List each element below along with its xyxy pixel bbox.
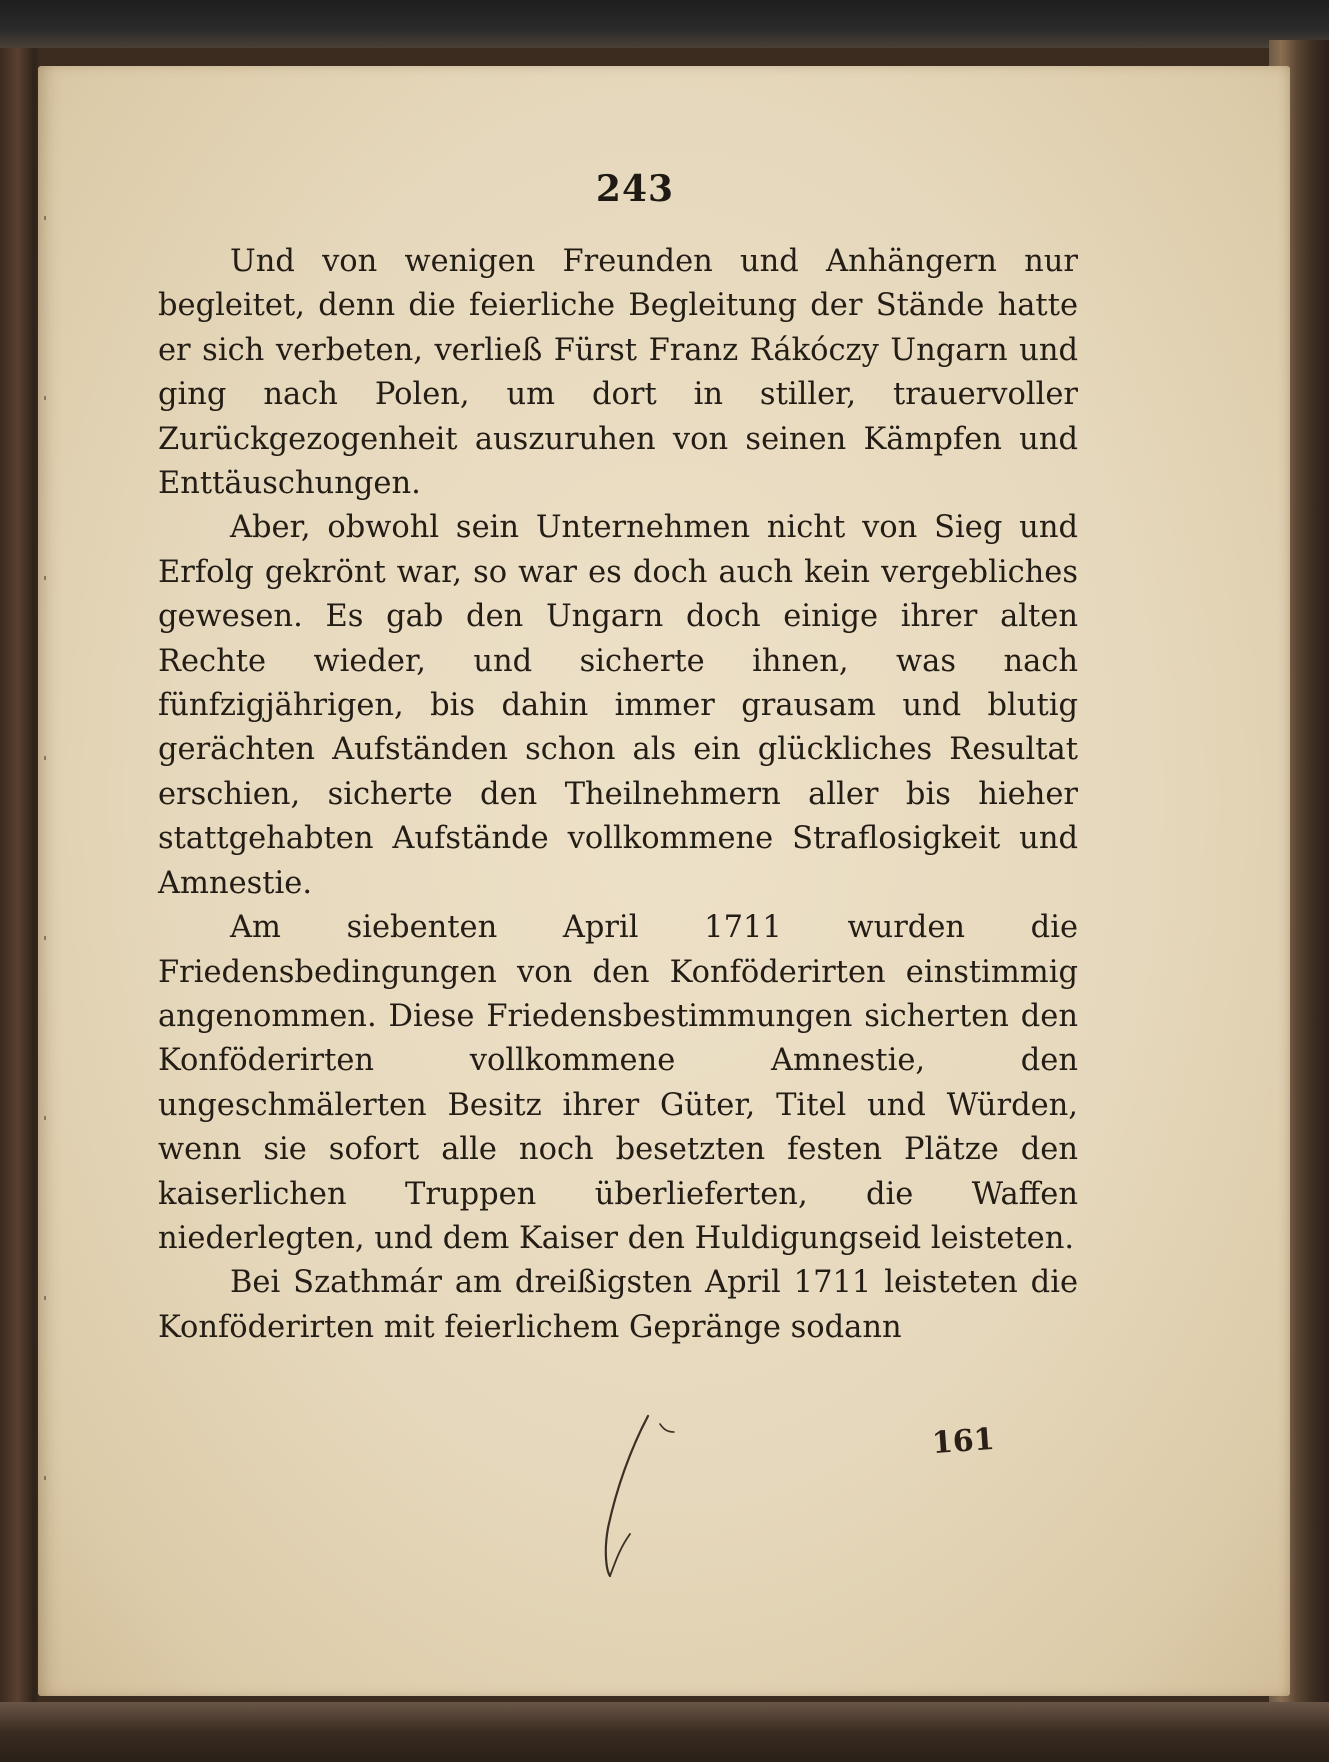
handwritten-page-note: 161 bbox=[930, 1421, 996, 1462]
paragraph-3: Am siebenten April 1711 wurden die Friedensbedingungen von den Konföderirten einstimmig angenommen. Diese Friedensbestimmungen sicherten den Konföderirten vollkommene Amnestie, den ungeschmälerten Besitz ihrer Güter, Titel und Würden, wenn sie sofort alle noch besetzten festen Plätze den kaiserlichen Truppen überlieferten, die Waffen niederlegten, und dem Kaiser den Huldigungseid leisteten. bbox=[158, 910, 1078, 1256]
page-number: 243 bbox=[595, 168, 675, 210]
scanner-top-edge bbox=[0, 0, 1329, 48]
paragraph-2: Aber, obwohl sein Unternehmen nicht von Sieg und Erfolg gekrönt war, so war es doch auch kein vergebliches gewesen. Es gab den Ungarn doch einige ihrer alten Rechte wieder, und sicherte ihnen, was nach fünfzigjährigen, bis dahin immer grausam und blutig gerächten Aufständen schon als ein glückliches Resultat erschien, sicherte den Theilnehmern aller bis hieher stattgehabten Aufstände vollkommene Straflosigkeit und Amnestie. bbox=[158, 510, 1078, 901]
handwritten-pencil-mark bbox=[590, 1410, 710, 1580]
body-text bbox=[158, 240, 1078, 1350]
gutter-marks bbox=[44, 106, 46, 1606]
book-bottom-edge bbox=[0, 1702, 1329, 1762]
paragraph-4: Bei Szathmár am dreißigsten April 1711 leisteten die Konföderirten mit feierlichem Gepränge sodann bbox=[158, 1265, 1078, 1345]
paragraph-1: Und von wenigen Freunden und Anhängern nur begleitet, denn die feierliche Begleitung der Stände hatte er sich verbeten, verließ Fürst Franz Rákóczy Ungarn und ging nach Polen, um dort in stiller, trauervoller Zurückgezogenheit auszuruhen von seinen Kämpfen und Enttäuschungen. bbox=[158, 244, 1078, 502]
